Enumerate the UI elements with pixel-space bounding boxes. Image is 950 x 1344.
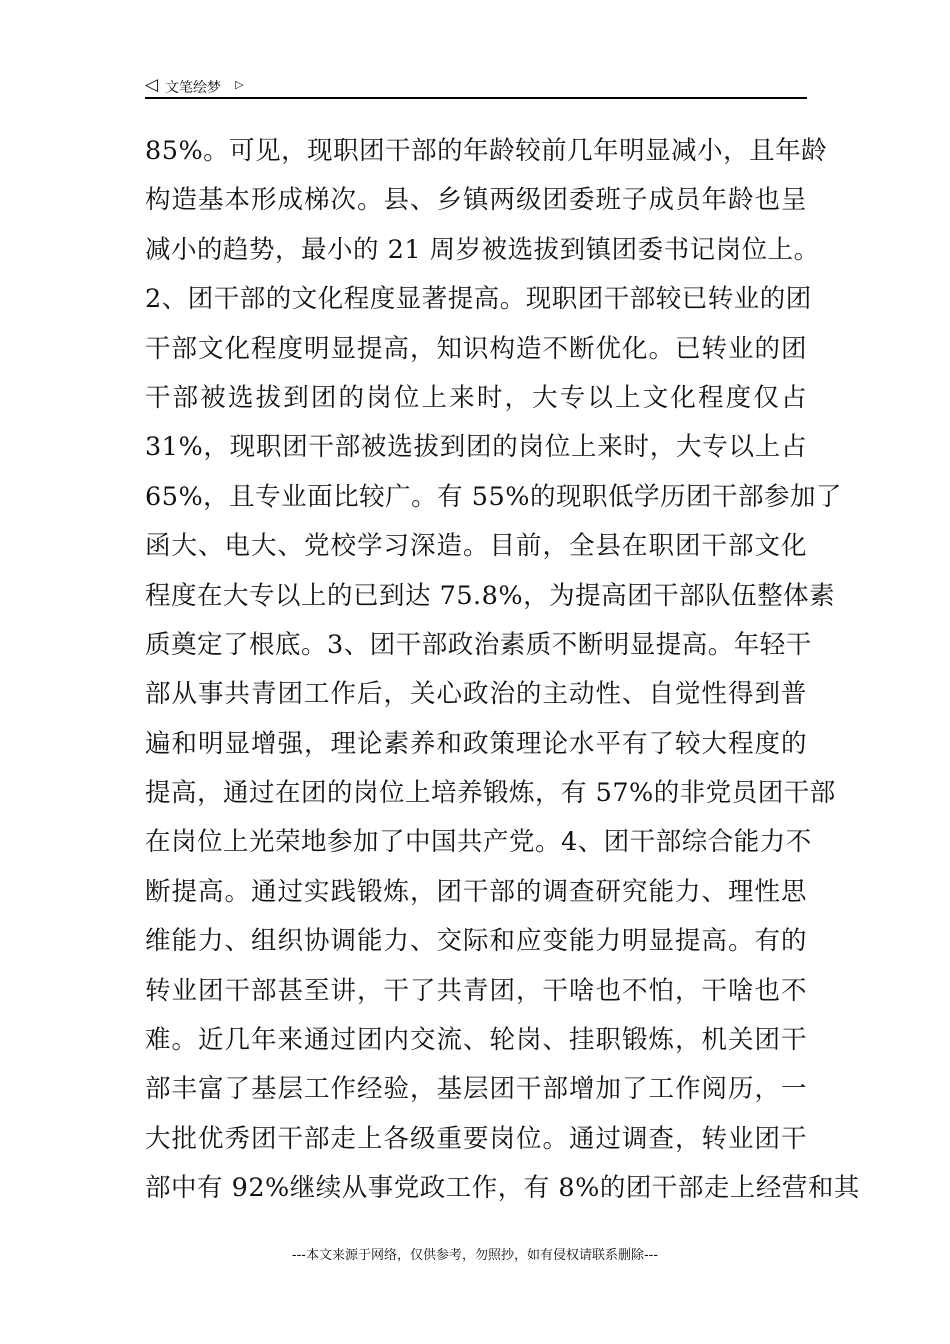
text-line: 减小的趋势，最小的 21 周岁被选拔到镇团委书记岗位上。 xyxy=(145,234,820,265)
text-line: 程度在大专以上的已到达 75.8%，为提高团干部队伍整体素 xyxy=(145,580,836,611)
right-triangle-icon: ▷ xyxy=(235,78,244,91)
text-line: 质奠定了根底。3、团干部政治素质不断明显提高。年轻干 xyxy=(145,629,812,660)
text-line: 65%，且专业面比较广。有 55%的现职低学历团干部参加了 xyxy=(145,481,842,512)
header-title: 文笔绘梦 xyxy=(165,80,221,96)
text-line: 部中有 92%继续从事党政工作，有 8%的团干部走上经营和其 xyxy=(145,1173,860,1204)
text-line: 断提高。通过实践锻炼，团干部的调查研究能力、理性思 xyxy=(145,876,807,907)
text-line: 干部被选拔到团的岗位上来时，大专以上文化程度仅占 xyxy=(145,382,807,413)
text-line: 函大、电大、党校学习深造。目前，全县在职团干部文化 xyxy=(145,531,807,562)
header-divider xyxy=(145,97,807,99)
footer-disclaimer: ---本文来源于网络，仅供参考，勿照抄，如有侵权请联系删除--- xyxy=(291,1248,659,1263)
page-header xyxy=(145,74,807,98)
text-line: 部从事共青团工作后，关心政治的主动性、自觉性得到普 xyxy=(145,679,807,710)
text-line: 部丰富了基层工作经验，基层团干部增加了工作阅历，一 xyxy=(145,1074,807,1105)
text-line: 在岗位上光荣地参加了中国共产党。4、团干部综合能力不 xyxy=(145,827,812,858)
text-line: 31%，现职团干部被选拔到团的岗位上来时，大专以上占 xyxy=(145,432,807,463)
text-line: 大批优秀团干部走上各级重要岗位。通过调查，转业团干 xyxy=(145,1123,807,1154)
text-line: 提高，通过在团的岗位上培养锻炼，有 57%的非党员团干部 xyxy=(145,778,836,809)
text-line: 转业团干部甚至讲，干了共青团，干啥也不怕，干啥也不 xyxy=(145,975,807,1006)
left-triangle-icon: ◁ xyxy=(145,75,159,95)
text-line: 干部文化程度明显提高，知识构造不断优化。已转业的团 xyxy=(145,333,807,364)
text-line: 2、团干部的文化程度显著提高。现职团干部较已转业的团 xyxy=(145,284,812,315)
text-line: 难。近几年来通过团内交流、轮岗、挂职锻炼，机关团干 xyxy=(145,1025,807,1056)
text-line: 85%。可见，现职团干部的年龄较前几年明显减小，且年龄 xyxy=(145,136,828,166)
text-line: 遍和明显增强，理论素养和政策理论水平有了较大程度的 xyxy=(145,728,807,759)
text-line: 构造基本形成梯次。县、乡镇两级团委班子成员年龄也呈 xyxy=(145,185,807,216)
text-line: 维能力、组织协调能力、交际和应变能力明显提高。有的 xyxy=(145,926,807,957)
body-text xyxy=(145,127,860,1214)
